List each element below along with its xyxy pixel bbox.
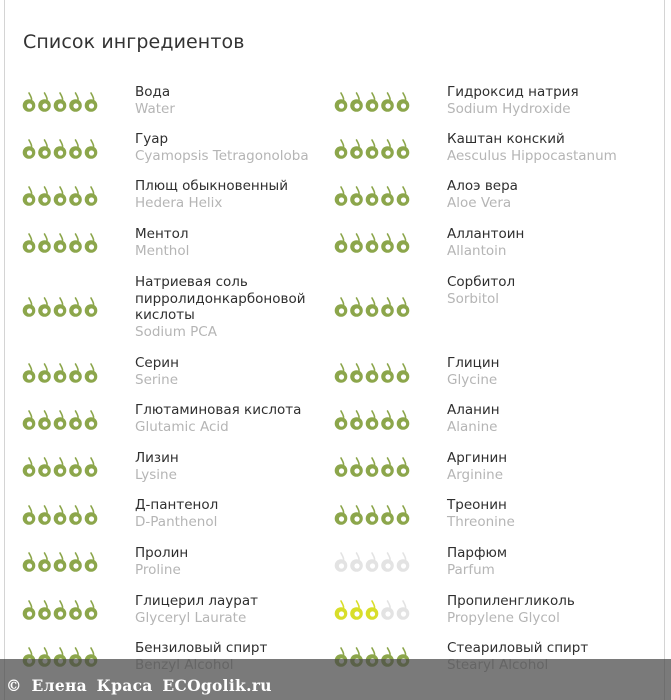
- ingredient-names: [447, 84, 632, 117]
- ingredient-names: [447, 402, 632, 435]
- ingredient-name-ru: Бензиловый спирт: [135, 640, 268, 656]
- ingredient-name-ru: Сорбитол: [447, 274, 516, 290]
- ingredient-name-ru: Гидроксид натрия: [447, 84, 579, 100]
- ingredient-name-en: Glyceryl Laurate: [135, 609, 247, 626]
- ingredient-name-ru: Плющ обыкновенный: [135, 178, 288, 194]
- ingredient-name-en: Sodium PCA: [135, 323, 217, 340]
- ingredient-name-en: Lysine: [135, 466, 177, 483]
- ingredient-name-en: Aesculus Hippocastanum: [447, 147, 617, 164]
- ingredient-names: [135, 402, 320, 435]
- ingredient-rating-icon: [334, 185, 414, 207]
- ingredient-name-ru: Пролин: [135, 545, 189, 561]
- ingredient-name-ru: Каштан конский: [447, 131, 565, 147]
- ingredient-rating-icon: [334, 599, 414, 621]
- ingredient-rating-icon: [334, 409, 414, 431]
- ingredient-name-ru: Алоэ вера: [447, 178, 518, 194]
- ingredient-name-en: Glutamic Acid: [135, 418, 229, 435]
- ingredient-name-ru: Д-пантенол: [135, 497, 219, 513]
- ingredient-name-en: Glycine: [447, 371, 498, 388]
- ingredient-name-en: Sorbitol: [447, 290, 500, 307]
- ingredient-name-ru: Парфюм: [447, 545, 508, 561]
- ingredient-rating-icon: [22, 91, 102, 113]
- ingredient-name-ru: Стеариловый спирт: [447, 640, 589, 656]
- ingredient-name-ru: Пропиленгликоль: [447, 593, 575, 609]
- ingredient-name-ru: Серин: [135, 355, 179, 371]
- ingredient-names: [447, 355, 632, 388]
- ingredient-name-ru: Гуар: [135, 131, 169, 147]
- ingredient-rating-icon: [22, 599, 102, 621]
- ingredient-name-ru: Аланин: [447, 402, 500, 418]
- ingredient-names: [447, 545, 632, 578]
- ingredient-name-en: Threonine: [447, 513, 515, 530]
- ingredient-name-ru: Глицерил лаурат: [135, 593, 258, 609]
- ingredient-name-en: Hedera Helix: [135, 194, 223, 211]
- ingredient-name-en: Menthol: [135, 242, 190, 259]
- ingredient-name-ru: Треонин: [447, 497, 507, 513]
- ingredient-names: [447, 497, 632, 530]
- ingredient-name-en: Parfum: [447, 561, 495, 578]
- ingredient-names: [135, 450, 320, 483]
- ingredient-rating-icon: [22, 185, 102, 207]
- ingredient-rating-icon: [22, 409, 102, 431]
- ingredient-rating-icon: [22, 232, 102, 254]
- ingredient-names: [447, 226, 632, 259]
- ingredient-names: [447, 178, 632, 211]
- ingredient-rating-icon: [334, 504, 414, 526]
- ingredient-names: [135, 355, 320, 388]
- ingredient-rating-icon: [334, 551, 414, 573]
- ingredient-names: [135, 497, 320, 530]
- ingredient-names: [447, 450, 632, 483]
- ingredient-name-en: Aloe Vera: [447, 194, 512, 211]
- ingredient-name-ru: Лизин: [135, 450, 179, 466]
- ingredient-name-en: Arginine: [447, 466, 504, 483]
- ingredient-names: [135, 226, 320, 259]
- ingredient-names: [135, 84, 320, 117]
- ingredient-rating-icon: [334, 362, 414, 384]
- ingredient-rating-icon: [22, 504, 102, 526]
- ingredient-rating-icon: [22, 138, 102, 160]
- ingredient-name-ru: Аллантоин: [447, 226, 525, 242]
- ingredient-names: [447, 593, 632, 626]
- ingredient-name-ru: Натриевая соль пирролидонкарбоновой кислоты: [135, 274, 306, 323]
- ingredient-name-ru: Аргинин: [447, 450, 508, 466]
- ingredient-rating-icon: [334, 456, 414, 478]
- ingredient-rating-icon: [334, 91, 414, 113]
- ingredient-names: [135, 274, 320, 340]
- ingredient-rating-icon: [22, 551, 102, 573]
- ingredient-rating-icon: [22, 362, 102, 384]
- ingredient-name-en: Sodium Hydroxide: [447, 100, 571, 117]
- ingredient-names: [447, 274, 632, 307]
- ingredient-name-ru: Ментол: [135, 226, 189, 242]
- ingredient-name-en: Proline: [135, 561, 181, 578]
- ingredient-names: [135, 131, 320, 164]
- ingredient-name-en: Cyamopsis Tetragonoloba: [135, 147, 309, 164]
- watermark-text: © Елена Краса ECOgolik.ru: [6, 676, 272, 695]
- ingredient-name-en: Allantoin: [447, 242, 507, 259]
- ingredient-rating-icon: [22, 296, 102, 318]
- ingredient-name-en: Alanine: [447, 418, 498, 435]
- ingredient-rating-icon: [22, 456, 102, 478]
- ingredient-rating-icon: [334, 232, 414, 254]
- ingredient-name-en: Water: [135, 100, 175, 117]
- ingredient-name-en: Propylene Glycol: [447, 609, 560, 626]
- ingredient-name-en: D-Panthenol: [135, 513, 218, 530]
- ingredient-names: [135, 545, 320, 578]
- ingredient-name-ru: Глютаминовая кислота: [135, 402, 302, 418]
- ingredient-names: [447, 131, 632, 164]
- ingredient-rating-icon: [334, 296, 414, 318]
- ingredient-rating-icon: [334, 138, 414, 160]
- ingredient-name-ru: Вода: [135, 84, 171, 100]
- ingredient-name-ru: Глицин: [447, 355, 500, 371]
- section-title: Список ингредиентов: [23, 31, 245, 53]
- ingredient-names: [135, 178, 320, 211]
- ingredient-names: [135, 593, 320, 626]
- ingredient-name-en: Serine: [135, 371, 179, 388]
